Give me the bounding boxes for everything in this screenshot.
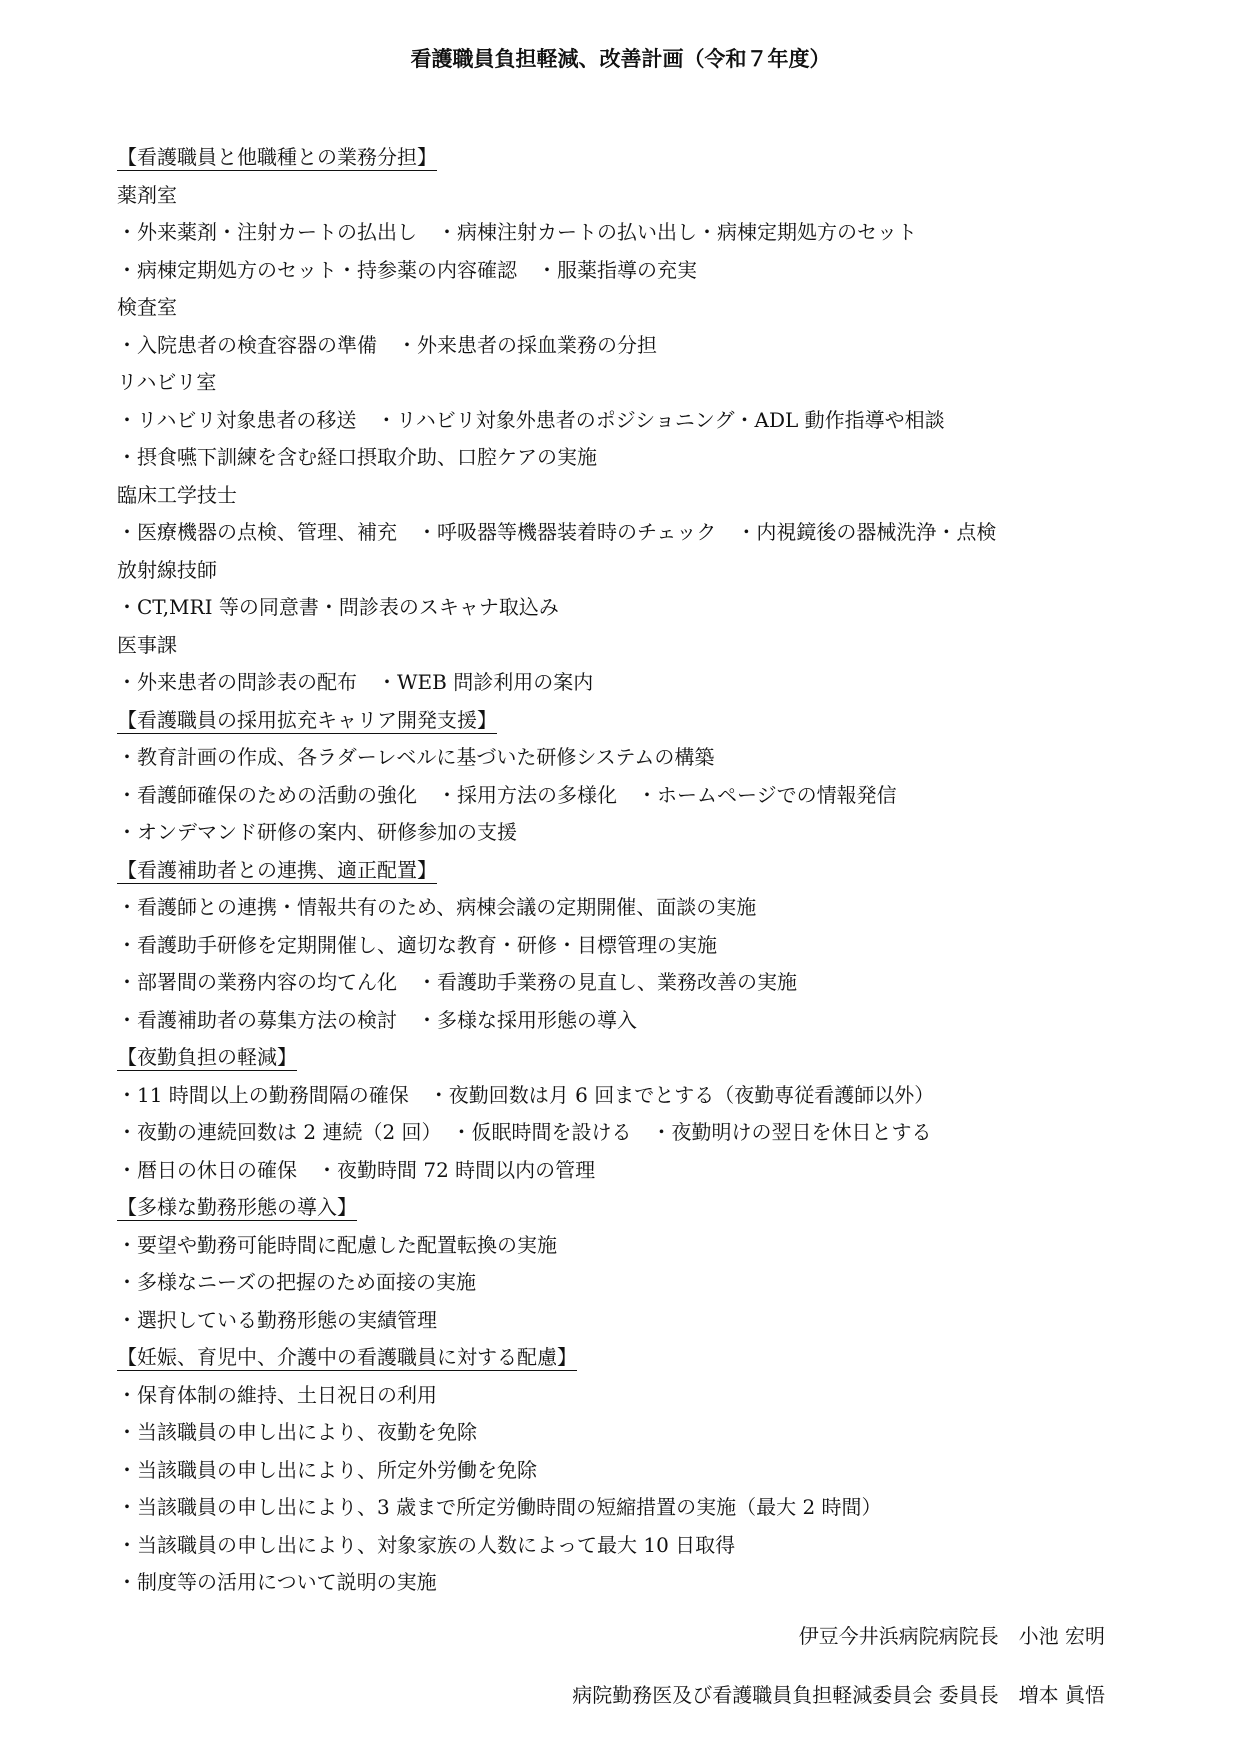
text-line: ・教育計画の作成、各ラダーレベルに基づいた研修システムの構築 bbox=[117, 745, 715, 769]
text-line: ・看護補助者の募集方法の検討 ・多様な採用形態の導入 bbox=[117, 1007, 637, 1032]
section-heading: 【看護職員の採用拡充キャリア開発支援】 bbox=[117, 707, 497, 732]
text-line: ・看護師との連携・情報共有のため、病棟会議の定期開催、面談の実施 bbox=[117, 895, 757, 919]
text-line: 臨床工学技士 bbox=[117, 482, 237, 507]
document-body bbox=[117, 139, 1127, 1602]
text-line: ・オンデマンド研修の案内、研修参加の支援 bbox=[117, 820, 517, 844]
text-line: ・11 時間以上の勤務間隔の確保 ・夜勤回数は月 6 回までとする（夜勤専従看護師以外） bbox=[117, 1082, 935, 1107]
section-heading-row bbox=[117, 139, 1127, 177]
section-heading-row bbox=[117, 1339, 1127, 1377]
section-heading: 【看護補助者との連携、適正配置】 bbox=[117, 857, 437, 882]
text-line: ・保育体制の維持、土日祝日の利用 bbox=[117, 1382, 437, 1407]
section-heading: 【看護職員と他職種との業務分担】 bbox=[117, 145, 437, 169]
text-line: ・医療機器の点検、管理、補充 ・呼吸器等機器装着時のチェック ・内視鏡後の器械洗浄・点検 bbox=[117, 520, 997, 544]
text-line: 医事課 bbox=[117, 632, 177, 657]
text-line: 放射線技師 bbox=[117, 557, 217, 582]
document-title: 看護職員負担軽減、改善計画（令和７年度） bbox=[410, 46, 831, 71]
text-line: ・要望や勤務可能時間に配慮した配置転換の実施 bbox=[117, 1232, 557, 1257]
text-line: ・夜勤の連続回数は 2 連続（2 回） ・仮眠時間を設ける ・夜勤明けの翌日を休日とする bbox=[117, 1120, 932, 1144]
text-line: ・入院患者の検査容器の準備 ・外来患者の採血業務の分担 bbox=[117, 332, 657, 357]
text-line: ・当該職員の申し出により、夜勤を免除 bbox=[117, 1420, 477, 1444]
text-line: 検査室 bbox=[117, 295, 177, 319]
text-line: ・当該職員の申し出により、対象家族の人数によって最大 10 日取得 bbox=[117, 1532, 736, 1557]
text-line: ・リハビリ対象患者の移送 ・リハビリ対象外患者のポジショニング・ADL 動作指導や相談 bbox=[117, 407, 945, 432]
text-line: ・看護助手研修を定期開催し、適切な教育・研修・目標管理の実施 bbox=[117, 932, 717, 957]
text-line: ・選択している勤務形態の実績管理 bbox=[117, 1307, 437, 1332]
text-line: ・部署間の業務内容の均てん化 ・看護助手業務の見直し、業務改善の実施 bbox=[117, 970, 797, 994]
section-heading-row bbox=[117, 702, 1127, 740]
section-heading-row bbox=[117, 852, 1127, 890]
section-heading: 【多様な勤務形態の導入】 bbox=[117, 1195, 357, 1219]
text-line: ・当該職員の申し出により、所定外労働を免除 bbox=[117, 1457, 537, 1482]
text-line: ・当該職員の申し出により、3 歳まで所定労働時間の短縮措置の実施（最大 2 時間） bbox=[117, 1495, 882, 1519]
text-line: ・外来薬剤・注射カートの払出し ・病棟注射カートの払い出し・病棟定期処方のセット bbox=[117, 220, 917, 244]
text-line: ・病棟定期処方のセット・持参薬の内容確認 ・服薬指導の充実 bbox=[117, 257, 697, 282]
text-line: ・暦日の休日の確保 ・夜勤時間 72 時間以内の管理 bbox=[117, 1157, 596, 1182]
section-heading: 【夜勤負担の軽減】 bbox=[117, 1045, 297, 1069]
text-line: ・制度等の活用について説明の実施 bbox=[117, 1570, 437, 1594]
signature-committee-chair: 病院勤務医及び看護職員負担軽減委員会 委員長 増本 眞悟 bbox=[572, 1683, 1105, 1707]
text-line: ・摂食嚥下訓練を含む経口摂取介助、口腔ケアの実施 bbox=[117, 445, 597, 469]
text-line: 薬剤室 bbox=[117, 182, 177, 207]
text-line: ・CT,MRI 等の同意書・問診表のスキャナ取込み bbox=[117, 595, 559, 619]
section-heading-row bbox=[117, 1189, 1127, 1227]
text-line: ・多様なニーズの把握のため面接の実施 bbox=[117, 1270, 476, 1294]
section-heading-row bbox=[117, 1039, 1127, 1077]
text-line: リハビリ室 bbox=[117, 370, 217, 394]
text-line: ・看護師確保のための活動の強化 ・採用方法の多様化 ・ホームページでの情報発信 bbox=[117, 782, 897, 807]
section-heading: 【妊娠、育児中、介護中の看護職員に対する配慮】 bbox=[117, 1345, 577, 1369]
signature-hospital-director: 伊豆今井浜病院病院長 小池 宏明 bbox=[798, 1624, 1105, 1648]
text-line: ・外来患者の問診表の配布 ・WEB 問診利用の案内 bbox=[117, 670, 594, 694]
